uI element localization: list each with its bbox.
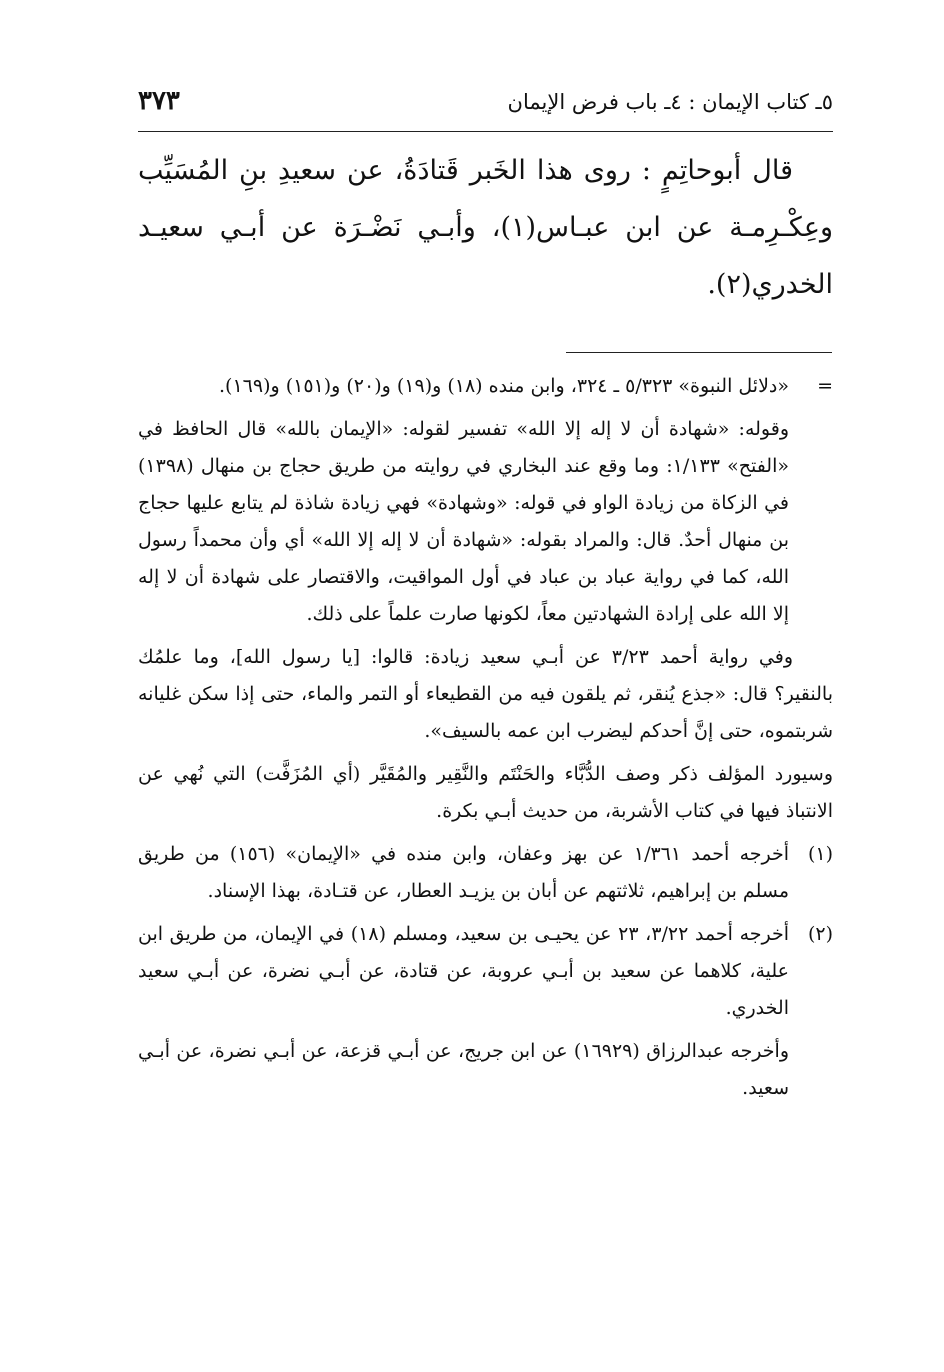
footnote-1 (138, 836, 833, 910)
footnote-text: أخرجه أحمد ٣/٢٢، ٢٣ عن يحيـى بن سعيد، ومسلم (١٨) في الإيمان، من طريق ابن علية، كلاهما عن سعيد بن أبـي عروبة، عن قتادة، عن أبـي نضرة، عن أبـي سعيد الخدري. (138, 923, 790, 1019)
footnote-continuation (138, 368, 833, 405)
chapter-heading: ٥ـ كتاب الإيمان : ٤ـ باب فرض الإيمان (507, 90, 833, 114)
footnote-paragraph (138, 1033, 833, 1107)
footnote-text: أخرجه أحمد ١/٣٦١ عن بهز وعفان، وابن منده في «الإيمان» (١٥٦) من طريق مسلم بن إبراهيم، ثلاثتهم عن أبان بن يزيـد العطار، عن قتـادة، بهذا الإسناد. (138, 843, 790, 902)
main-paragraph: قال أبوحاتِمٍ : روى هذا الخَبر قَتادَةُ، عن سعيدِ بنِ المُسَيِّب وعِكْـرِمـة عن ابن عبـاس(١)، وأبـي نَضْـرَة عن أبـي سعيـد الخدري(٢). (138, 155, 833, 300)
footnote-2 (138, 916, 833, 1027)
header-rule (138, 131, 833, 132)
footnote-marker: (١) (807, 843, 833, 865)
footnote-paragraph (138, 411, 833, 633)
footnote-paragraph: وسيورد المؤلف ذكر وصف الدُّبَّاء والحَنْتَم والنَّقِير والمُقَيَّر (أي المُزَفَّت) التي نُهي عن الانتباذ فيها في كتاب الأشربة، من حديث أبـي بكرة. (138, 763, 833, 822)
footnote-separator (566, 352, 832, 353)
footnote-marker: (٢) (807, 923, 833, 945)
footnote-text: «دلائل النبوة» ٥/٣٢٣ ـ ٣٢٤، وابن منده (١٨) و(١٩) و(٢٠) و(١٥١) و(١٦٩). (219, 375, 789, 397)
footnotes (138, 368, 833, 1113)
footnote-text: وقوله: «شهادة أن لا إله إلا الله» تفسير لقوله: «الإيمان بالله» قال الحافظ في «الفتح» ١/١٣٣: وما وقع عند البخاري في روايته من طريق حجاج بن منهال (١٣٩٨) في الزكاة من زيادة الواو في قوله: «وشهادة» فهي زيادة شاذة لم يتابع عليها حجاج بن منهال أحدٌ. قال: والمراد بقوله: «شهادة أن لا إله إلا الله» أي وأن محمداً رسول الله، كما في رواية عباد بن عباد في أول المواقيت، والاقتصار على شهادة أن لا إله إلا الله على إرادة الشهادتين معاً، لكونها صارت علماً على ذلك. (138, 418, 789, 625)
footnote-marker: = (817, 375, 833, 397)
footnote-text: وأخرجه عبدالرزاق (١٦٩٢٩) عن ابن جريج، عن أبـي قزعة، عن أبـي نضرة، عن أبـي سعيد. (138, 1040, 789, 1099)
page-number: ٣٧٣ (138, 86, 180, 116)
main-text (138, 142, 833, 313)
footnote-paragraph: وفي رواية أحمد ٣/٢٣ عن أبـي سعيد زيادة: قالوا: [يا رسول الله]، وما علمُك بالنقير؟ قال: «جذع يُنقر، ثم يلقون فيه من القطيعاء أو التمر والماء، حتى إذا سكن غليانه شربتموه، حتى إنَّ أحدكم ليضرب ابن عمه بالسيف». (138, 646, 833, 742)
running-header (138, 86, 833, 124)
